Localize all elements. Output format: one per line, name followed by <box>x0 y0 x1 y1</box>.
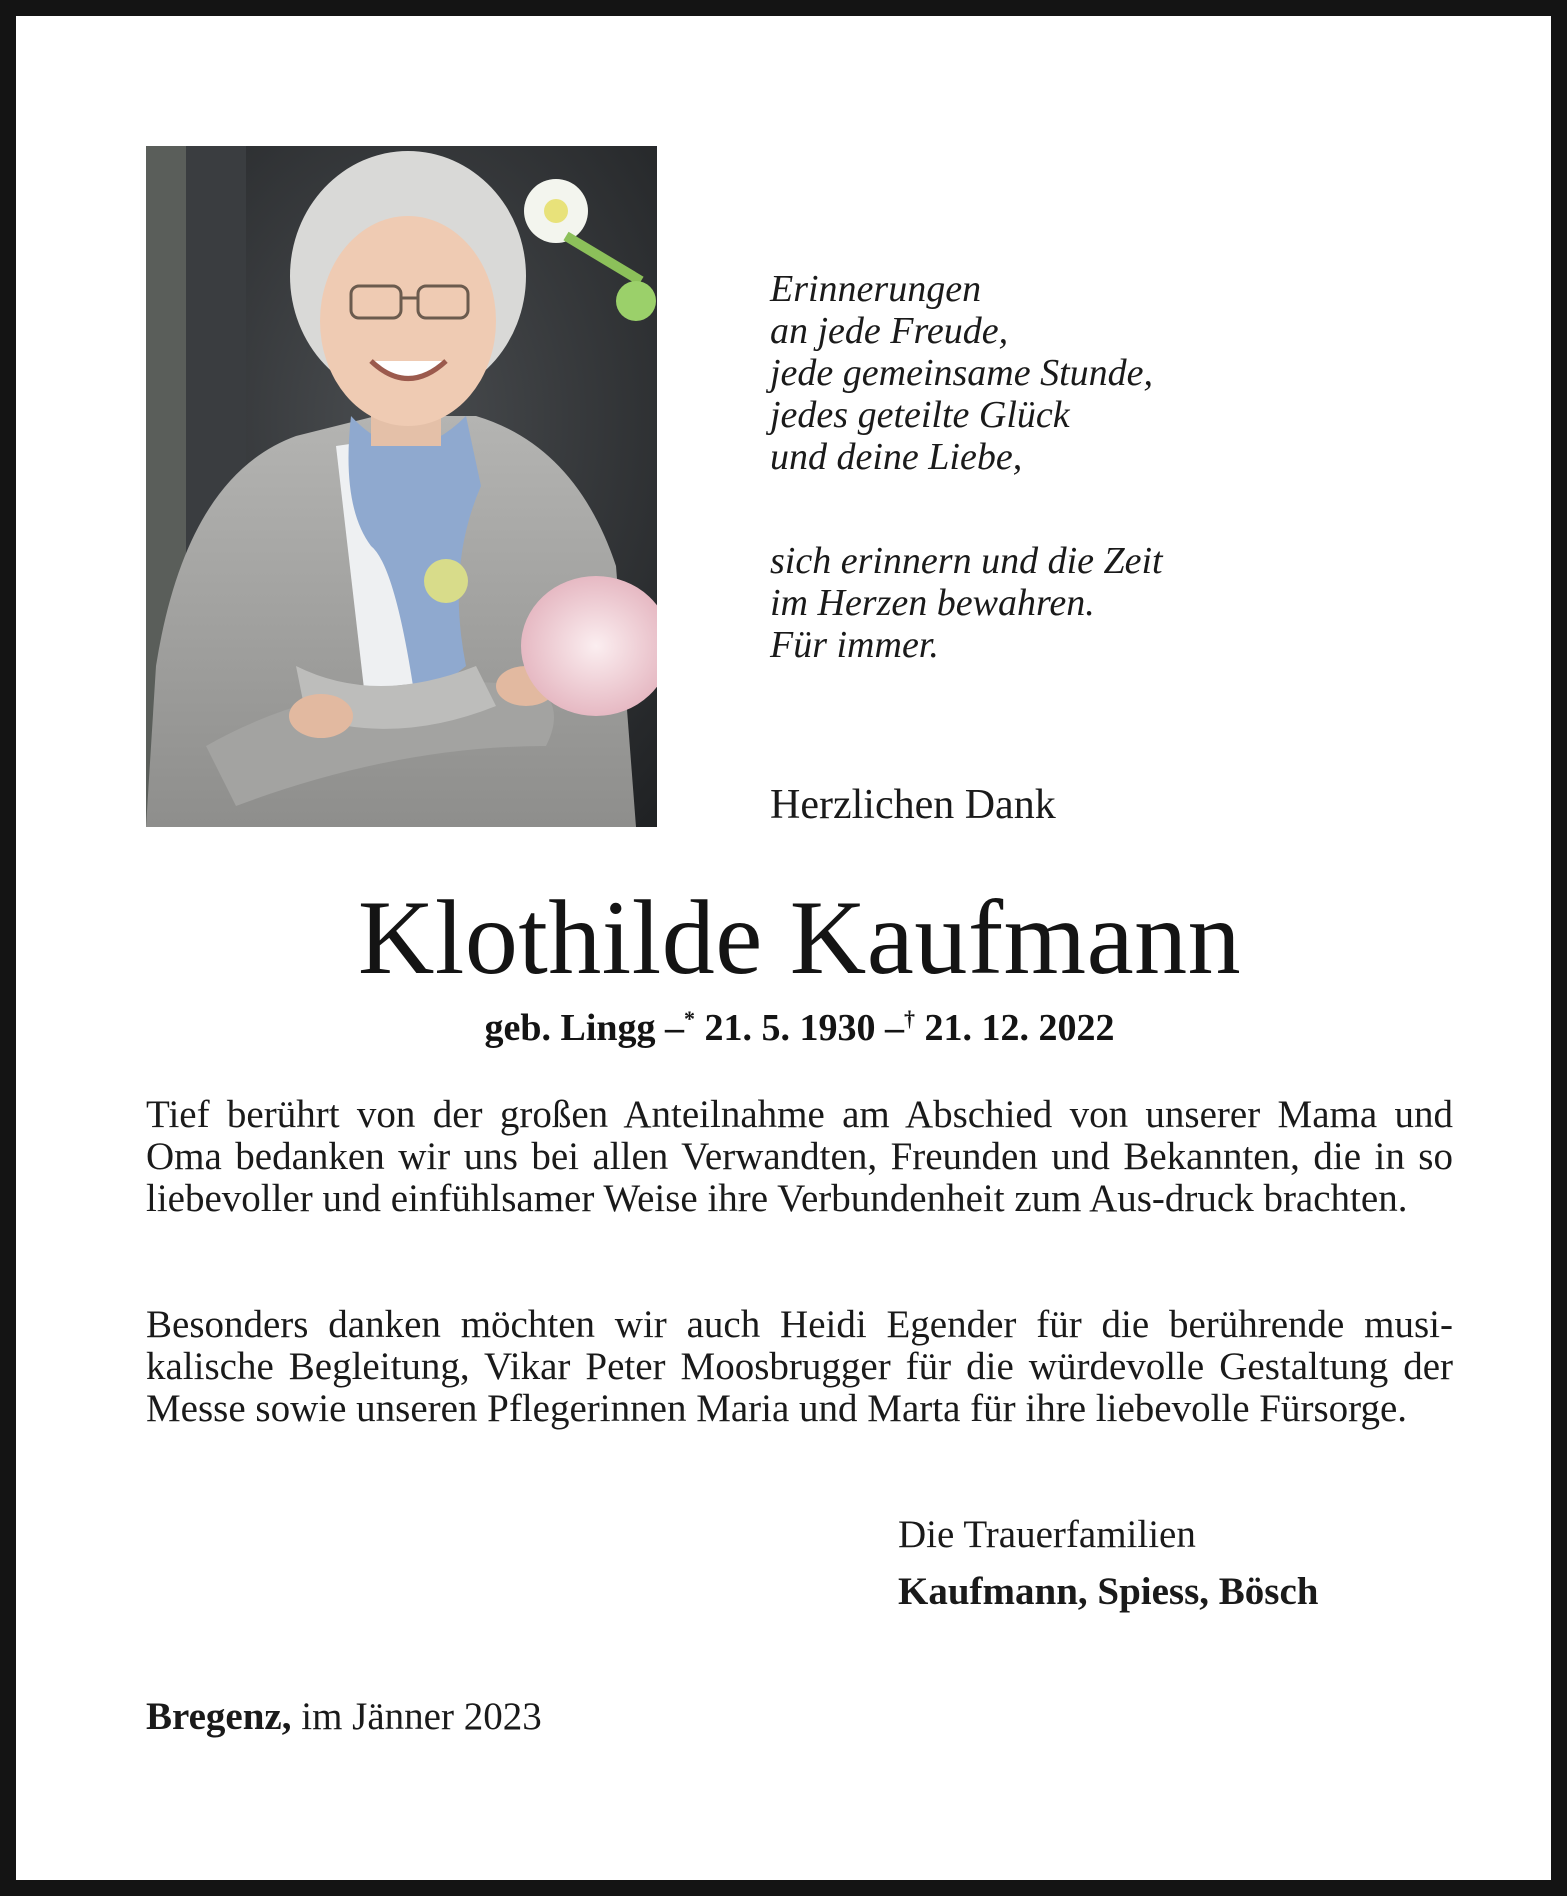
place-date: im Jänner 2023 <box>301 1695 542 1738</box>
signature <box>898 1512 1318 1614</box>
portrait-image <box>146 146 657 827</box>
birth-date: 21. 5. 1930 – <box>704 1007 905 1049</box>
place-and-date <box>146 1694 542 1739</box>
thanks-paragraph-1: Tief berührt von der großen Anteilnahme am Abschied von unserer Mama und Oma bedanken wir uns bei allen Verwandten, Freunden und Bekannten, die in so liebevoller und einfühlsamer Weise ihre Verbundenheit zum Aus-druck brachten. <box>146 1093 1453 1220</box>
family-names: Kaufmann, Spiess, Bösch <box>898 1570 1319 1613</box>
deceased-name: Klothilde Kaufmann <box>357 879 1242 996</box>
maiden-name: geb. Lingg – <box>484 1007 685 1049</box>
death-date: 21. 12. 2022 <box>924 1007 1115 1049</box>
memorial-poem <box>770 226 1163 728</box>
place-city: Bregenz, <box>146 1695 292 1738</box>
thanks-paragraph-2: Besonders danken möchten wir auch Heidi Egender für die berührende musi-kalische Begleitung, Vikar Peter Moosbrugger für die würdevolle Gestaltung der Messe sowie unseren Pflegerinnen Maria und Marta für ihre liebevolle Fürsorge. <box>146 1303 1453 1430</box>
life-dates <box>16 1006 1567 1050</box>
thanks-heading: Herzlichen Dank <box>770 782 1056 828</box>
birth-symbol: * <box>684 1006 696 1031</box>
portrait-photo <box>146 146 657 827</box>
signature-intro: Die Trauerfamilien <box>898 1513 1196 1556</box>
poem-stanza-1: Erinnerungen an jede Freude, jede gemeinsame Stunde, jedes geteilte Glück und deine Liebe, <box>770 268 1154 478</box>
poem-stanza-2: sich erinnern und die Zeit im Herzen bewahren. Für immer. <box>770 540 1163 666</box>
death-symbol: † <box>904 1006 916 1031</box>
